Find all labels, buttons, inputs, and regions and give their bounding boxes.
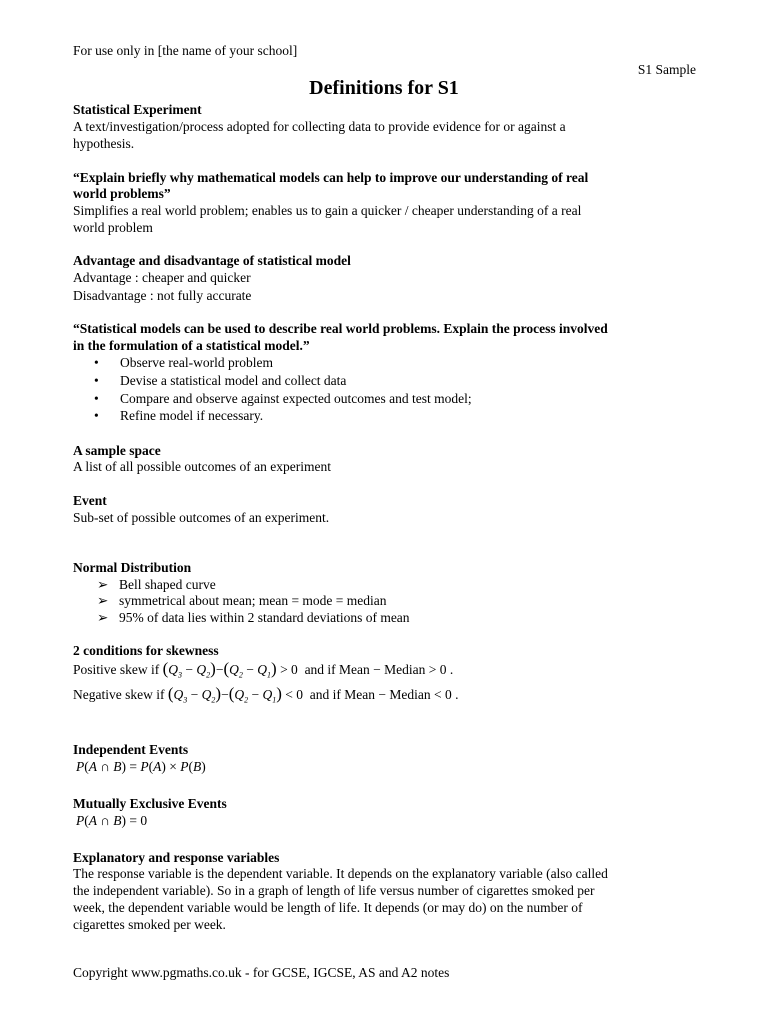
experiment-text-2: hypothesis.: [73, 136, 135, 151]
bullet-icon: •: [94, 373, 99, 388]
quartile-formula: $(Q_3 - Q_2)-(Q_2 - Q_1)$: [167, 684, 282, 705]
arrow-bullet-icon: ➢: [97, 577, 109, 592]
copyright-footer: Copyright www.pgmaths.co.uk - for GCSE, IGCSE, AS and A2 notes: [73, 965, 450, 980]
list-item: ➢ Bell shaped curve: [97, 577, 216, 592]
experiment-text-1: A text/investigation/process adopted for collecting data to provide evidence for or against a: [73, 119, 566, 134]
independent-formula: P(A ∩ B) = P(A) × P(B): [76, 759, 206, 774]
page-title: Definitions for S1: [309, 77, 459, 99]
bullet-icon: •: [94, 408, 99, 423]
models-question-2: world problems”: [73, 186, 171, 201]
sample-label: S1 Sample: [637, 62, 696, 77]
event-text: Sub-set of possible outcomes of an experiment.: [73, 510, 330, 525]
explanatory-text-1: The response variable is the dependent variable. It depends on the explanatory variable (also called: [73, 866, 608, 881]
sample-space-heading: A sample space: [73, 443, 161, 458]
list-item: ➢ 95% of data lies within 2 standard deviations of mean: [97, 610, 410, 625]
models-answer-2: world problem: [73, 220, 153, 235]
advantage-heading: Advantage and disadvantage of statistical model: [73, 253, 351, 268]
process-question-1: “Statistical models can be used to describe real world problems. Explain the process involved: [73, 321, 608, 336]
arrow-bullet-icon: ➢: [97, 610, 109, 625]
sample-space-text: A list of all possible outcomes of an experiment: [73, 459, 331, 474]
quartile-formula: $(Q_3 - Q_2)-(Q_2 - Q_1)$: [162, 659, 277, 680]
explanatory-text-2: the independent variable). So in a graph of length of life versus number of cigarettes smoked per: [73, 883, 595, 898]
list-item: • Devise a statistical model and collect data: [94, 373, 347, 388]
list-item: • Observe real-world problem: [94, 355, 273, 370]
normal-heading: Normal Distribution: [73, 560, 192, 575]
bullet-icon: •: [94, 391, 99, 406]
positive-skew-line: Positive skew if $(Q_3 - Q_2)-(Q_2 - Q_1) > 0$ and if Mean − Median > 0 .: [73, 659, 454, 680]
negative-skew-line: Negative skew if $(Q_3 - Q_2)-(Q_2 - Q_1) < 0$ and if Mean − Median < 0 .: [73, 684, 459, 705]
models-answer-1: Simplifies a real world problem; enables us to gain a quicker / cheaper understanding of a real: [73, 203, 582, 218]
list-item: • Compare and observe against expected outcomes and test model;: [94, 391, 472, 406]
advantage-text: Advantage : cheaper and quicker: [73, 270, 251, 285]
independent-heading: Independent Events: [73, 742, 189, 757]
arrow-bullet-icon: ➢: [97, 593, 109, 608]
school-note: For use only in [the name of your school]: [73, 43, 298, 58]
mutual-heading: Mutually Exclusive Events: [73, 796, 227, 811]
bullet-icon: •: [94, 355, 99, 370]
explanatory-text-3: week, the dependent variable would be length of life. It depends (or may do) on the number of: [73, 900, 583, 915]
explanatory-text-4: cigarettes smoked per week.: [73, 917, 226, 932]
skew-heading: 2 conditions for skewness: [73, 643, 219, 658]
mutual-formula: P(A ∩ B) = 0: [76, 813, 148, 828]
event-heading: Event: [73, 493, 107, 508]
experiment-heading: Statistical Experiment: [73, 102, 202, 117]
models-question-1: “Explain briefly why mathematical models can help to improve our understanding of real: [73, 170, 589, 185]
list-item: ➢ symmetrical about mean; mean = mode = median: [97, 593, 387, 608]
list-item: • Refine model if necessary.: [94, 408, 264, 423]
process-question-2: in the formulation of a statistical model.”: [73, 338, 310, 353]
disadvantage-text: Disadvantage : not fully accurate: [73, 288, 252, 303]
explanatory-heading: Explanatory and response variables: [73, 850, 280, 865]
